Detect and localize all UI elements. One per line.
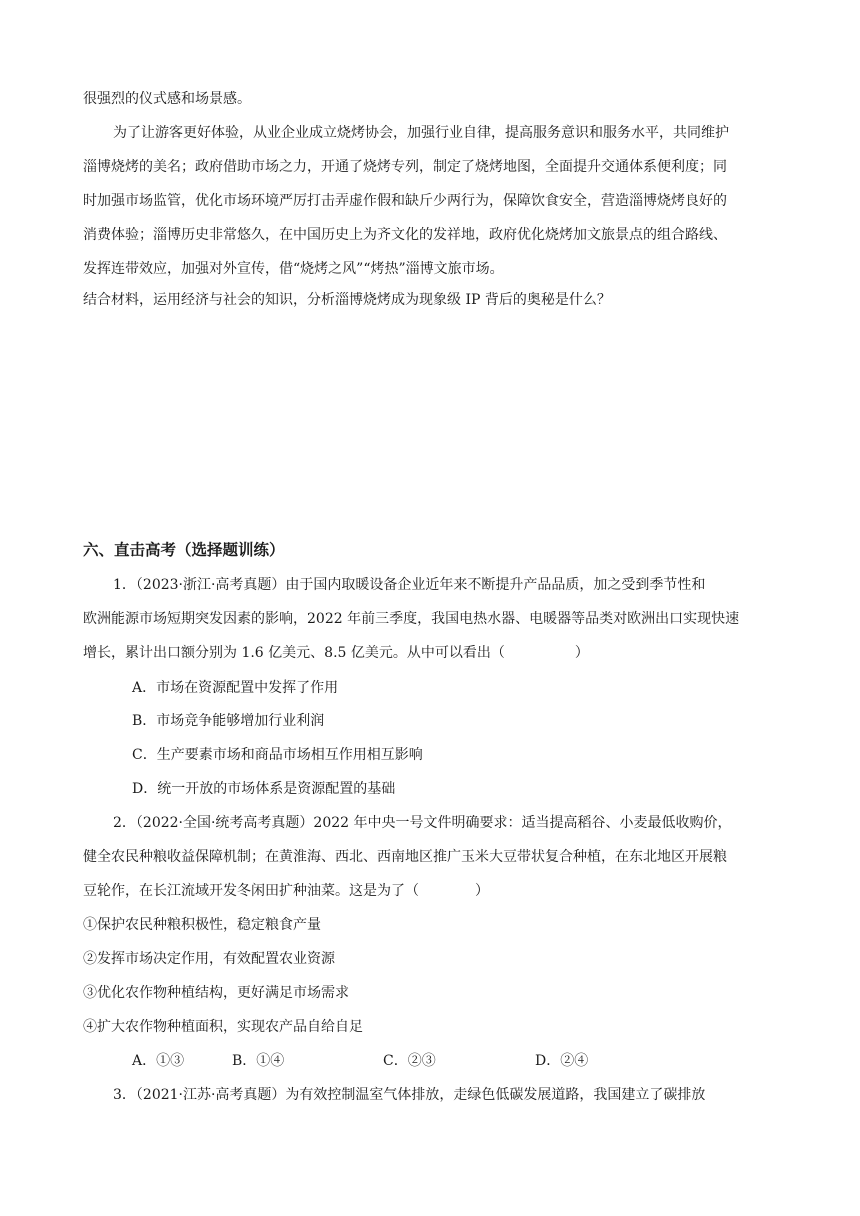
question-2-choice-d: D．②④ <box>535 1053 589 1069</box>
passage-line: 很强烈的仪式感和场景感。 <box>83 91 251 107</box>
question-2-item-3: ③优化农作物种植结构，更好满足市场需求 <box>83 985 349 1001</box>
question-1-stem: 1．（2023·浙江·高考真题）由于国内取暖设备企业近年来不断提升产品品质，加之受到季节性和 <box>113 577 706 593</box>
question-3-stem: 3．（2021·江苏·高考真题）为有效控制温室气体排放，走绿色低碳发展道路，我国建立了碳排放 <box>113 1087 706 1103</box>
question-2-choice-a: A．①③ <box>132 1053 185 1069</box>
question-2-stem: 2．（2022·全国·统考高考真题）2022 年中央一号文件明确要求：适当提高稻谷、小麦最低收购价， <box>113 815 732 831</box>
question-2-stem: 豆轮作，在长江流域开发冬闲田扩种油菜。这是为了（ ） <box>83 883 489 899</box>
question-1-option-c: C．生产要素市场和商品市场相互作用相互影响 <box>132 747 423 763</box>
passage-line: 淄博烧烤的美名；政府借助市场之力，开通了烧烤专列，制定了烧烤地图，全面提升交通体系便利度；同 <box>83 159 727 175</box>
question-1-option-b: B．市场竞争能够增加行业利润 <box>132 713 325 729</box>
passage-line: 为了让游客更好体验，从业企业成立烧烤协会，加强行业自律，提高服务意识和服务水平，共同维护 <box>113 125 729 141</box>
question-1-option-d: D．统一开放的市场体系是资源配置的基础 <box>132 781 396 797</box>
question-1-option-a: A．市场在资源配置中发挥了作用 <box>132 680 339 696</box>
passage-line: 时加强市场监管，优化市场环境严厉打击弄虚作假和缺斤少两行为，保障饮食安全，营造淄博烧烤良好的 <box>83 193 727 209</box>
section-title: 六、直击高考（选择题训练） <box>83 541 285 559</box>
question-1-stem: 增长，累计出口额分别为 1.6 亿美元、8.5 亿美元。从中可以看出（ ） <box>83 645 589 661</box>
question-2-choice-c: C．②③ <box>383 1053 436 1069</box>
question-2-item-4: ④扩大农作物种植面积，实现农产品自给自足 <box>83 1019 363 1035</box>
passage-line: 发挥连带效应，加强对外宣传，借“烧烤之风”“烤热”淄博文旅市场。 <box>83 261 504 277</box>
question-1-stem: 欧洲能源市场短期突发因素的影响，2022 年前三季度，我国电热水器、电暖器等品类对欧洲出口实现快速 <box>83 611 740 627</box>
question-2-item-1: ①保护农民种粮积极性，稳定粮食产量 <box>83 917 321 933</box>
question-2-stem: 健全农民种粮收益保障机制；在黄淮海、西北、西南地区推广玉米大豆带状复合种植，在东北地区开展粮 <box>83 849 727 865</box>
passage-line: 消费体验；淄博历史非常悠久，在中国历史上为齐文化的发祥地，政府优化烧烤加文旅景点的组合路线、 <box>83 227 727 243</box>
question-2-choice-b: B．①④ <box>232 1053 285 1069</box>
question-2-item-2: ②发挥市场决定作用，有效配置农业资源 <box>83 951 335 967</box>
passage-question: 结合材料，运用经济与社会的知识，分析淄博烧烤成为现象级 IP 背后的奥秘是什么？ <box>83 292 611 308</box>
